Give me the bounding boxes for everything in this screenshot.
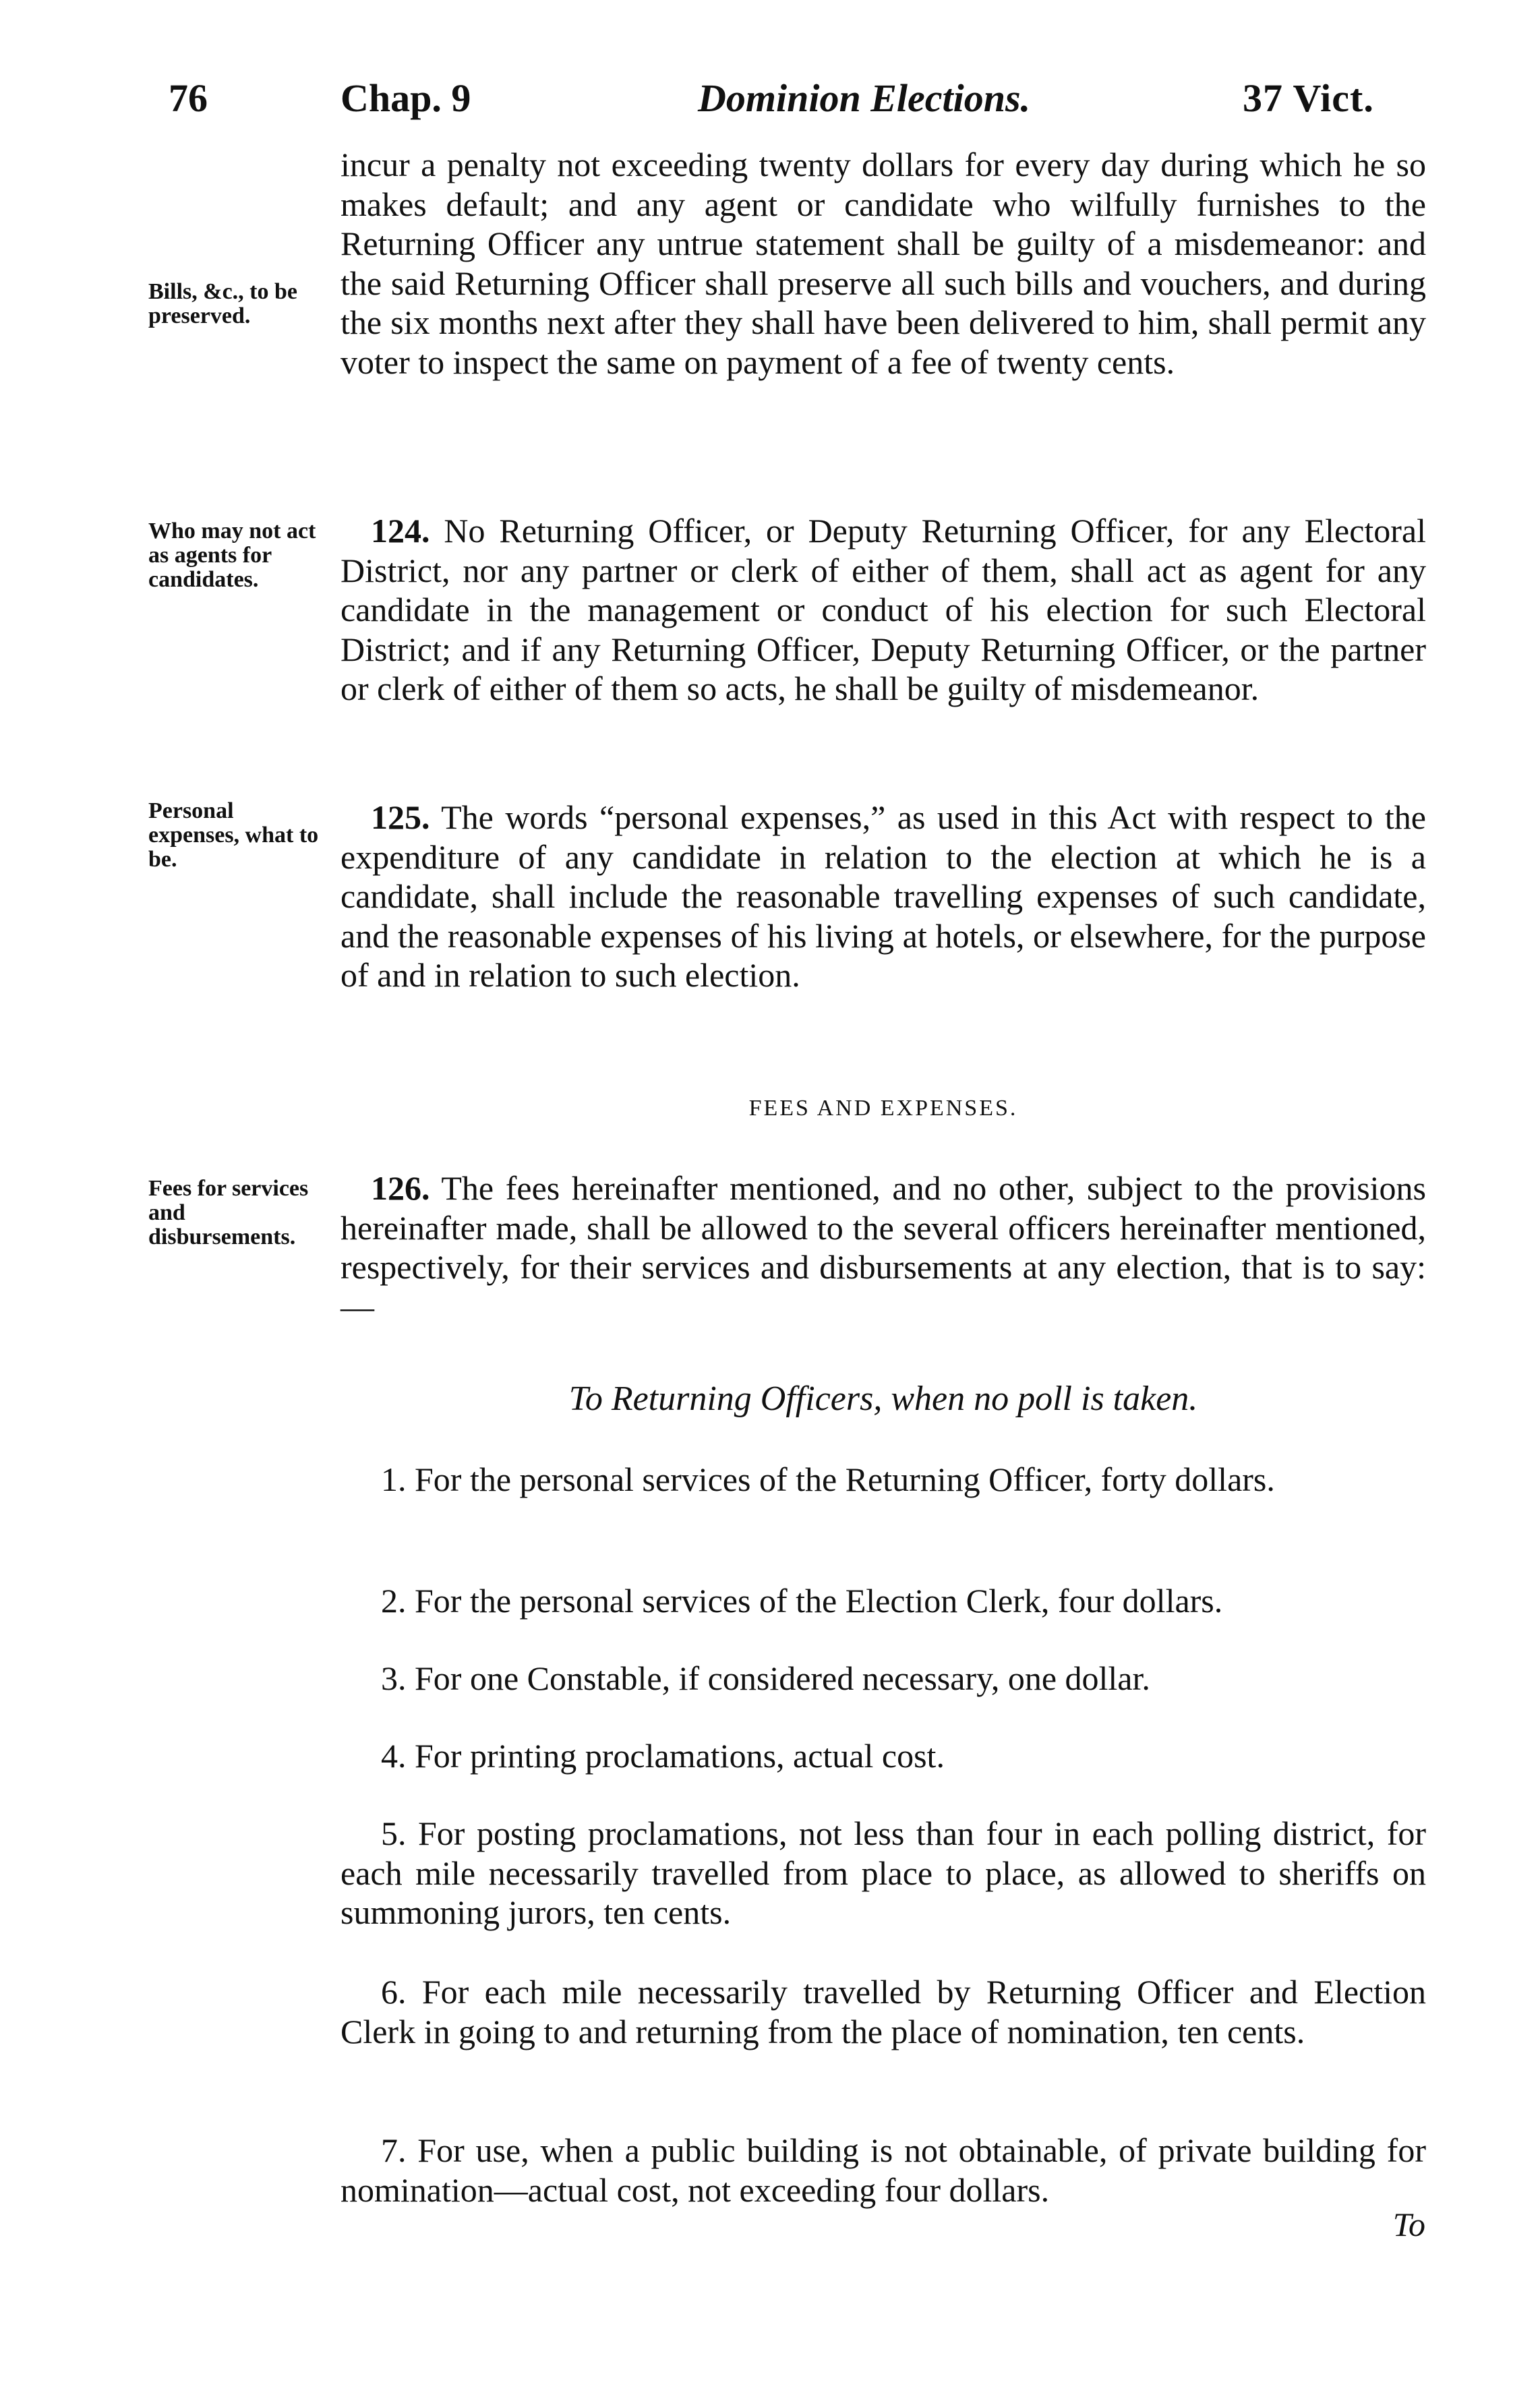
- regnal-year: 37 Vict.: [1243, 76, 1374, 120]
- list-item: 2. For the personal services of the Election Clerk, four dollars.: [381, 1582, 1223, 1620]
- section-number: 126.: [371, 1169, 430, 1207]
- section-number: 125.: [371, 798, 430, 836]
- section-text: No Returning Officer, or Deputy Returning Officer, for any Electoral District, nor any partner or clerk of either of them, shall act as agent for any candidate in the management or conduct of his election for such Electoral District; and if any Returning Officer, Deputy Returning Officer, or the partner or clerk of either of them so acts, he shall be guilty of misdemeanor.: [340, 512, 1427, 707]
- running-title: Dominion Elections.: [698, 76, 1031, 120]
- section-text: The words “personal expenses,” as used in this Act with respect to the expenditure of any candidate in relation to the election at which he is a candidate, shall include the reasonable travelling expenses of such candidate, and the reasonable expenses of his living at hotels, or elsewhere, for the purpose of and in relation to such election.: [340, 798, 1426, 994]
- list-item: 7. For use, when a public building is not obtainable, of private building for nomination—actual cost, not exceeding four dollars.: [340, 2131, 1426, 2209]
- section-heading: FEES AND EXPENSES.: [748, 1096, 1018, 1121]
- section-number: 124.: [371, 512, 430, 550]
- page-number: 76: [169, 76, 208, 120]
- list-item: 4. For printing proclamations, actual cost.: [381, 1737, 945, 1775]
- catchword: To: [1392, 2206, 1425, 2243]
- section-text: The fees hereinafter mentioned, and no other, subject to the provisions hereinafter made, shall be allowed to the several officers hereinafter mentioned, respectively, for their services and disbursements at any election, that is to say:—: [340, 1169, 1426, 1326]
- list-item: 3. For one Constable, if considered necessary, one dollar.: [381, 1659, 1150, 1697]
- list-item: 1. For the personal services of the Returning Officer, forty dollars.: [381, 1460, 1275, 1498]
- continuation-paragraph: incur a penalty not exceeding twenty dollars for every day during which he so makes default; and any agent or candidate who wilfully furnishes to the Returning Officer any untrue statement shall be guilty of a misdemeanor: and the said Returning Officer shall preserve all such bills and vouchers, and during the six months next after they shall have been delivered to him, shall permit any voter to inspect the same on payment of a fee of twenty cents.: [340, 146, 1426, 381]
- section-126: [340, 1169, 1426, 1326]
- margin-note-personal-expenses: Personal expenses, what to be.: [148, 798, 319, 872]
- margin-note-who-may-not: Who may not act as agents for candidates.: [148, 519, 316, 592]
- list-item: 5. For posting proclamations, not less than four in each polling district, for each mile necessarily travelled from place to place, as allowed to sheriffs on summoning jurors, ten cents.: [340, 1814, 1426, 1931]
- margin-note-fees: Fees for services and disbursements.: [148, 1176, 309, 1249]
- section-124: [340, 511, 1426, 709]
- running-header: [0, 76, 1540, 129]
- section-125: [340, 798, 1426, 995]
- list-item: 6. For each mile necessarily travelled by Returning Officer and Election Clerk in going to and returning from the place of nomination, ten cents.: [340, 1973, 1426, 2050]
- fee-schedule-subheading: To Returning Officers, when no poll is taken.: [568, 1380, 1198, 1418]
- chapter-label: Chap. 9: [340, 76, 471, 120]
- margin-note-bills: Bills, &c., to be preserved.: [148, 279, 297, 328]
